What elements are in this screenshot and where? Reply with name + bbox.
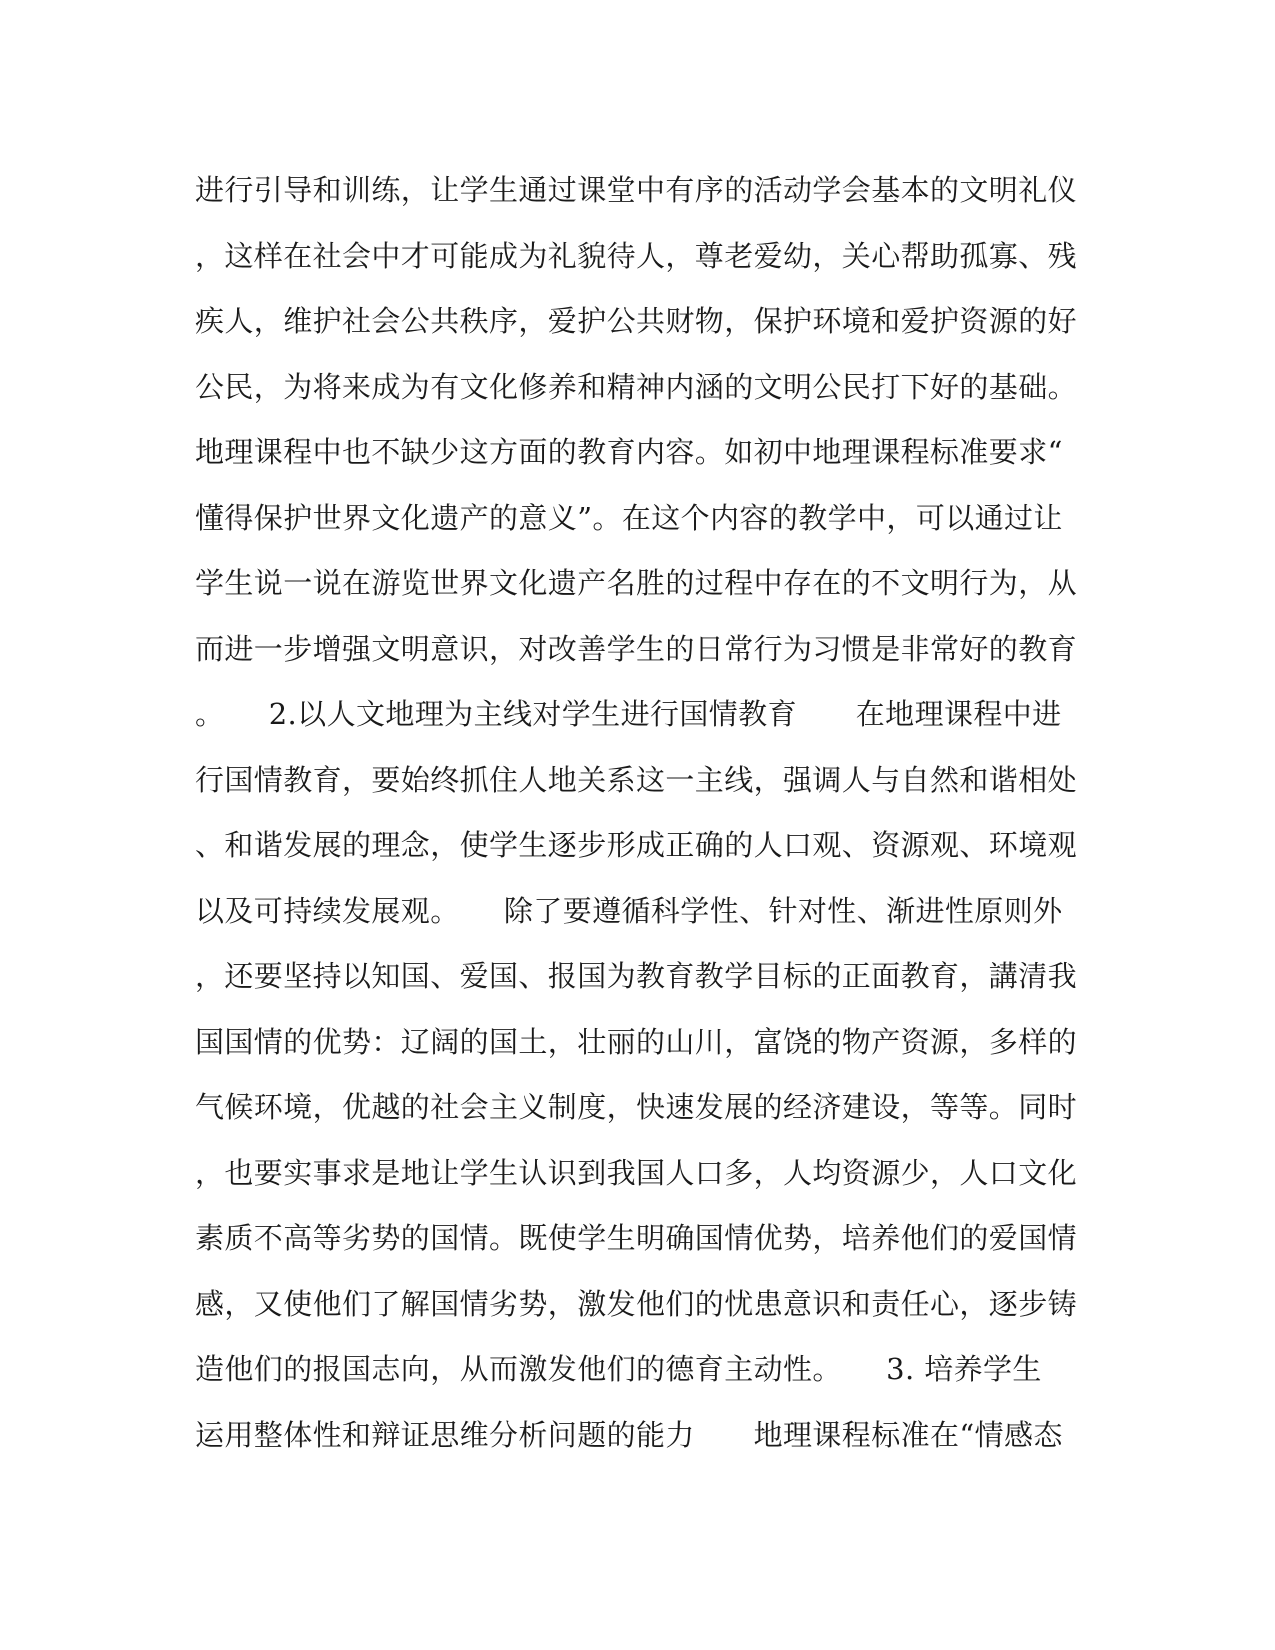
body-text [195, 158, 1078, 1468]
text-line: ，也要实事求是地让学生认识到我国人口多，人均资源少，人口文化 [195, 1155, 1078, 1190]
text-line: 进行引导和训练，让学生通过课堂中有序的活动学会基本的文明礼仪 [195, 173, 1078, 207]
text-line: 学生说一说在游览世界文化遗产名胜的过程中存在的不文明行为，从 [195, 566, 1078, 600]
text-line: 以及可持续发展观。 除了要遵循科学性、针对性、渐进性原则外 [195, 893, 1063, 928]
text-line: 运用整体性和辩证思维分析问题的能力 地理课程标准在“情感态 [195, 1417, 1063, 1452]
text-line: 。 2.以人文地理为主线对学生进行国情教育 在地理课程中进 [195, 697, 1062, 731]
text-line: 而进一步增强文明意识，对改善学生的日常行为习惯是非常好的教育 [195, 631, 1078, 666]
text-line: 地理课程中也不缺少这方面的教育内容。如初中地理课程标准要求“ [195, 435, 1063, 469]
text-line: 懂得保护世界文化遗产的意义”。在这个内容的教学中，可以通过让 [195, 500, 1063, 535]
text-line: 气候环境，优越的社会主义制度，快速发展的经济建设，等等。同时 [195, 1090, 1078, 1124]
text-line: 疾人，维护社会公共秩序，爱护公共财物，保护环境和爱护资源的好 [195, 304, 1078, 338]
text-line: 国国情的优势：辽阔的国土，壮丽的山川，富饶的物产资源，多样的 [195, 1024, 1078, 1059]
text-line: 感，又使他们了解国情劣势，激发他们的忧患意识和责任心，逐步铸 [195, 1286, 1078, 1321]
text-line: 、和谐发展的理念，使学生逐步形成正确的人口观、资源观、环境观 [195, 828, 1078, 862]
text-line: 造他们的报国志向，从而激发他们的德育主动性。 3. 培养学生 [195, 1352, 1042, 1386]
text-line: 公民，为将来成为有文化修养和精神内涵的文明公民打下好的基础。 [195, 369, 1078, 404]
text-line: 行国情教育，要始终抓住人地关系这一主线，强调人与自然和谐相处 [195, 762, 1078, 797]
text-line: ，还要坚持以知国、爱国、报国为教育教学目标的正面教育，講清我 [195, 959, 1078, 993]
text-line: ，这样在社会中才可能成为礼貌待人，尊老爱幼，关心帮助孤寡、残 [195, 238, 1078, 273]
text-line: 素质不高等劣势的国情。既使学生明确国情优势，培养他们的爱国情 [195, 1221, 1078, 1255]
